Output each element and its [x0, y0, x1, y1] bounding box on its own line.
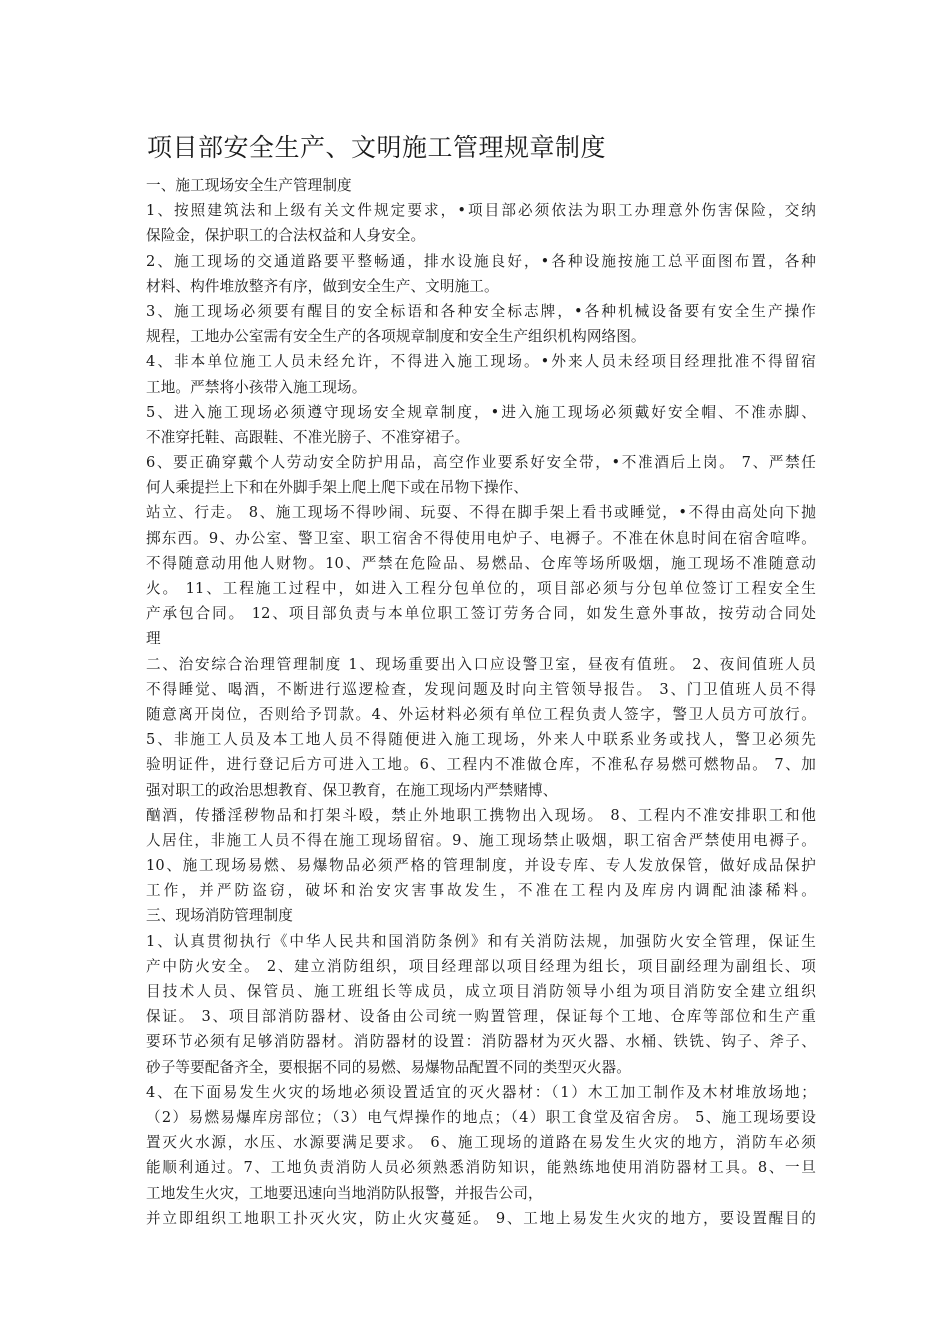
text-line: 并立即组织工地职工扑灭火灾，防止火灾蔓延。 9、工地上易发生火灾的地方，要设置醒目的: [146, 1209, 816, 1227]
text-line: 一、施工现场安全生产管理制度: [146, 177, 352, 194]
document-title: 项目部安全生产、文明施工管理规章制度: [147, 133, 607, 162]
text-line: 工地发生火灾，工地要迅速向当地消防队报警，并报告公司，: [146, 1184, 543, 1202]
text-line: 置灭火水源，水压、水源要满足要求。 6、施工现场的道路在易发生火灾的地方，消防车必须: [146, 1134, 816, 1152]
text-line: 站立、行走。 8、施工现场不得吵闹、玩耍、不得在脚手架上看书或睡觉，•不得由高处向下抛: [146, 504, 816, 522]
text-line: 强对职工的政治思想教育、保卫教育，在施工现场内严禁赌博、: [146, 781, 558, 799]
text-line: 5、非施工人员及本工地人员不得随便进入施工现场，外来人中联系业务或找人，警卫必须先: [146, 731, 816, 749]
text-line: 4、非本单位施工人员未经允许，不得进入施工现场。•外来人员未经项目经理批准不得留宿: [146, 353, 816, 371]
document-body: [146, 173, 816, 1231]
text-line: 不得随意动用他人财物。10、严禁在危险品、易燃品、仓库等场所吸烟，施工现场不准随意动: [146, 554, 816, 572]
text-line: 3、施工现场必须要有醒目的安全标语和各种安全标志牌，•各种机械设备要有安全生产操作: [146, 302, 816, 320]
text-line: 1、按照建筑法和上级有关文件规定要求，•项目部必须依法为职工办理意外伤害保险，交纳: [146, 202, 816, 220]
text-line: 产承包合同。 12、项目部负责与本单位职工签订劳务合同，如发生意外事故，按劳动合同处: [146, 605, 816, 623]
text-line: 能顺利通过。7、工地负责消防人员必须熟悉消防知识，能熟练地使用消防器材工具。8、一旦: [146, 1159, 816, 1177]
text-line: 产中防火安全。 2、建立消防组织，项目经理部以项目经理为组长，项目副经理为副组长、项: [146, 957, 816, 975]
text-line: 保证。 3、项目部消防器材、设备由公司统一购置管理，保证每个工地、仓库等部位和生产重: [146, 1008, 816, 1026]
text-line: 规程，工地办公室需有安全生产的各项规章制度和安全生产组织机构网络图。: [146, 328, 646, 346]
text-line: 掷东西。9、办公室、警卫室、职工宿舍不得使用电炉子、电褥子。不准在休息时间在宿舍喧哗。: [146, 529, 816, 547]
text-line: 4、在下面易发生火灾的场地必须设置适宜的灭火器材：（1）木工加工制作及木材堆放场地；: [146, 1083, 816, 1101]
text-line: 要环节必须有足够消防器材。消防器材的设置：消防器材为灭火器、水桶、铁铣、钩子、斧子、: [146, 1033, 816, 1051]
text-line: 工地。严禁将小孩带入施工现场。: [146, 378, 367, 396]
text-line: 理: [146, 630, 161, 648]
text-line: 材料、构件堆放整齐有序，做到安全生产、文明施工。: [146, 277, 499, 295]
text-line: 保险金，保护职工的合法权益和人身安全。: [146, 227, 426, 245]
text-line: 何人乘提拦上下和在外脚手架上爬上爬下或在吊物下操作、: [146, 479, 529, 497]
text-line: 验明证件，进行登记后方可进入工地。6、工程内不准做仓库，不准私存易燃可燃物品。 7、加: [146, 756, 816, 774]
text-line: 1、认真贯彻执行《中华人民共和国消防条例》和有关消防法规，加强防火安全管理，保证生: [146, 932, 816, 950]
text-line: 目技术人员、保管员、施工班组长等成员，成立项目消防领导小组为项目消防安全建立组织: [146, 983, 816, 1000]
text-line: 不准穿托鞋、高跟鞋、不准光膀子、不准穿裙子。: [146, 428, 470, 446]
text-line: 二、治安综合治理管理制度 1、现场重要出入口应设警卫室，昼夜有值班。 2、夜间值班人员: [146, 655, 816, 673]
text-line: 酗酒，传播淫秽物品和打架斗殴，禁止外地职工携物出入现场。 8、工程内不准安排职工和他: [146, 806, 816, 824]
text-line: 人居住，非施工人员不得在施工现场留宿。9、施工现场禁止吸烟，职工宿舍严禁使用电褥子。: [146, 831, 816, 849]
text-line: 工作，并严防盗窃，破坏和治安灾害事故发生，不准在工程内及库房内调配油漆稀料。: [146, 882, 816, 900]
text-line: 随意离开岗位，否则给予罚款。4、外运材料必须有单位工程负责人签字，警卫人员方可放行。: [146, 705, 816, 723]
text-line: 不得睡觉、喝酒，不断进行巡逻检查，发现问题及时向主管领导报告。 3、门卫值班人员不得: [146, 680, 816, 698]
text-line: （2）易燃易爆库房部位；（3）电气焊操作的地点；（4）职工食堂及宿舍房。 5、施工现场要设: [146, 1108, 816, 1126]
text-line: 10、施工现场易燃、易爆物品必须严格的管理制度，并设专库、专人发放保管，做好成品保护: [146, 857, 816, 875]
text-line: 火。 11、工程施工过程中，如进入工程分包单位的，项目部必须与分包单位签订工程安全生: [146, 580, 816, 597]
text-line: 砂子等要配备齐全，要根据不同的易燃、易爆物品配置不同的类型灭火器。: [146, 1058, 631, 1076]
text-line: 5、进入施工现场必须遵守现场安全规章制度，•进入施工现场必须戴好安全帽、不准赤脚、: [146, 403, 816, 421]
text-line: 三、现场消防管理制度: [146, 907, 293, 925]
text-line: 6、要正确穿戴个人劳动安全防护用品，高空作业要系好安全带，•不准酒后上岗。 7、严禁任: [146, 454, 816, 472]
text-line: 2、施工现场的交通道路要平整畅通，排水设施良好，•各种设施按施工总平面图布置，各种: [146, 252, 816, 270]
